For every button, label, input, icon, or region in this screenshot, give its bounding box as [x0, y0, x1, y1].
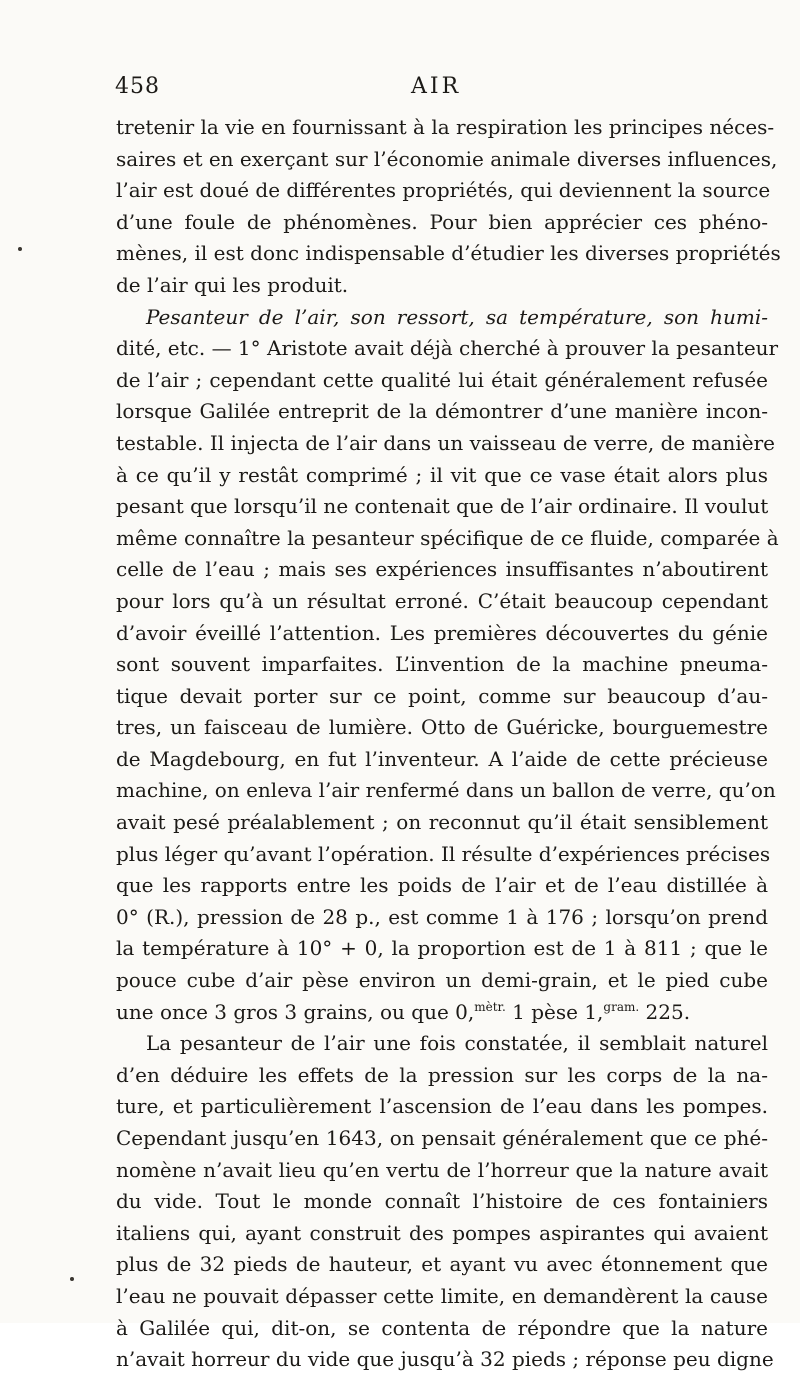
- unit-superscript: gram.: [603, 999, 640, 1014]
- text-line: avait pesé préalablement ; on reconnut qu’il était sensiblement: [116, 810, 768, 835]
- text-line: de l’air qui les produit.: [116, 272, 349, 297]
- text-line: dité, etc. — 1° Aristote avait déjà cherché à prouver la pesanteur: [116, 336, 779, 361]
- text-line: 0° (R.), pression de 28 p., est comme 1 à 176 ; lorsqu’on prend: [116, 904, 768, 929]
- text-line: à ce qu’il y restât comprimé ; il vit que ce vase était alors plus: [116, 462, 768, 487]
- section-heading-line: Pesanteur de l’air, son ressort, sa température, son humi-: [146, 304, 768, 329]
- ink-speck: [70, 1277, 74, 1281]
- text-line: testable. Il injecta de l’air dans un vaisseau de verre, de manière: [116, 430, 776, 455]
- text-line: tique devait porter sur ce point, comme sur beaucoup d’au-: [116, 683, 768, 708]
- text-line: pesant que lorsqu’il ne contenait que de l’air ordinaire. Il voulut: [116, 494, 769, 519]
- text-line: n’avait horreur du vide que jusqu’à 32 pieds ; réponse peu digne: [116, 1347, 774, 1372]
- text-line: l’air est doué de différentes propriétés, qui deviennent la source: [116, 178, 771, 203]
- text-line: nomène n’avait lieu qu’en vertu de l’horreur que la nature avait: [116, 1157, 768, 1182]
- text-run: une once 3 gros 3 grains, ou que 0,: [116, 999, 475, 1024]
- text-line: lorsque Galilée entreprit de la démontrer d’une manière incon-: [116, 399, 768, 424]
- text-line: tres, un faisceau de lumière. Otto de Guéricke, bourguemestre: [116, 715, 768, 740]
- text-line: machine, on enleva l’air renfermé dans un ballon de verre, qu’on: [116, 778, 776, 803]
- text-line: tretenir la vie en fournissant à la respiration les principes néces-: [116, 115, 775, 139]
- text-line: pouce cube d’air pèse environ un demi-grain, et le pied cube: [116, 968, 768, 993]
- ink-speck: [18, 247, 22, 251]
- body-text: [116, 112, 781, 1376]
- text-line: pour lors qu’à un résultat erroné. C’était beaucoup cependant: [116, 588, 768, 613]
- text-run: 1 pèse 1,: [505, 999, 604, 1024]
- text-line: Cependant jusqu’en 1643, on pensait généralement que ce phé-: [116, 1126, 768, 1150]
- text-line: à Galilée qui, dit-on, se contenta de répondre que la nature: [116, 1315, 768, 1340]
- text-line: d’avoir éveillé l’attention. Les premières découvertes du génie: [116, 620, 768, 645]
- text-line: même connaître la pesanteur spécifique de ce fluide, comparée à: [116, 525, 779, 550]
- text-line: du vide. Tout le monde connaît l’histoire de ces fontainiers: [116, 1189, 768, 1214]
- text-line: plus léger qu’avant l’opération. Il résulte d’expériences précises: [116, 841, 771, 866]
- text-line: La pesanteur de l’air une fois constatée, il semblait naturel: [146, 1031, 768, 1056]
- text-line: celle de l’eau ; mais ses expériences insuffisantes n’aboutirent: [116, 557, 768, 582]
- text-line: d’en déduire les effets de la pression sur les corps de la na-: [116, 1062, 768, 1087]
- text-run: 225.: [639, 999, 691, 1024]
- text-line: sont souvent imparfaites. L’invention de la machine pneuma-: [116, 652, 768, 677]
- text-line: la température à 10° + 0, la proportion est de 1 à 811 ; que le: [116, 936, 768, 961]
- text-line: ture, et particulièrement l’ascension de l’eau dans les pompes.: [116, 1094, 768, 1119]
- text-line: d’une foule de phénomènes. Pour bien apprécier ces phéno-: [116, 209, 768, 234]
- text-line: mènes, il est donc indispensable d’étudier les diverses propriétés: [116, 241, 781, 266]
- text-line: [116, 997, 768, 1029]
- text-line: l’eau ne pouvait dépasser cette limite, en demandèrent la cause: [116, 1283, 768, 1308]
- text-line: saires et en exerçant sur l’économie animale diverses influences,: [116, 146, 778, 171]
- text-line: de l’air ; cependant cette qualité lui était généralement refusée: [116, 367, 768, 392]
- page-header: [115, 74, 770, 110]
- page-number: 458: [115, 74, 160, 99]
- text-line: plus de 32 pieds de hauteur, et ayant vu avec étonnement que: [116, 1252, 768, 1277]
- running-head: AIR: [411, 74, 462, 99]
- text-line: que les rapports entre les poids de l’air et de l’eau distillée à: [116, 873, 768, 898]
- text-line: italiens qui, ayant construit des pompes aspirantes qui avaient: [116, 1220, 768, 1245]
- text-line: de Magdebourg, en fut l’inventeur. A l’aide de cette précieuse: [116, 746, 768, 771]
- unit-superscript: mètr.: [474, 999, 506, 1014]
